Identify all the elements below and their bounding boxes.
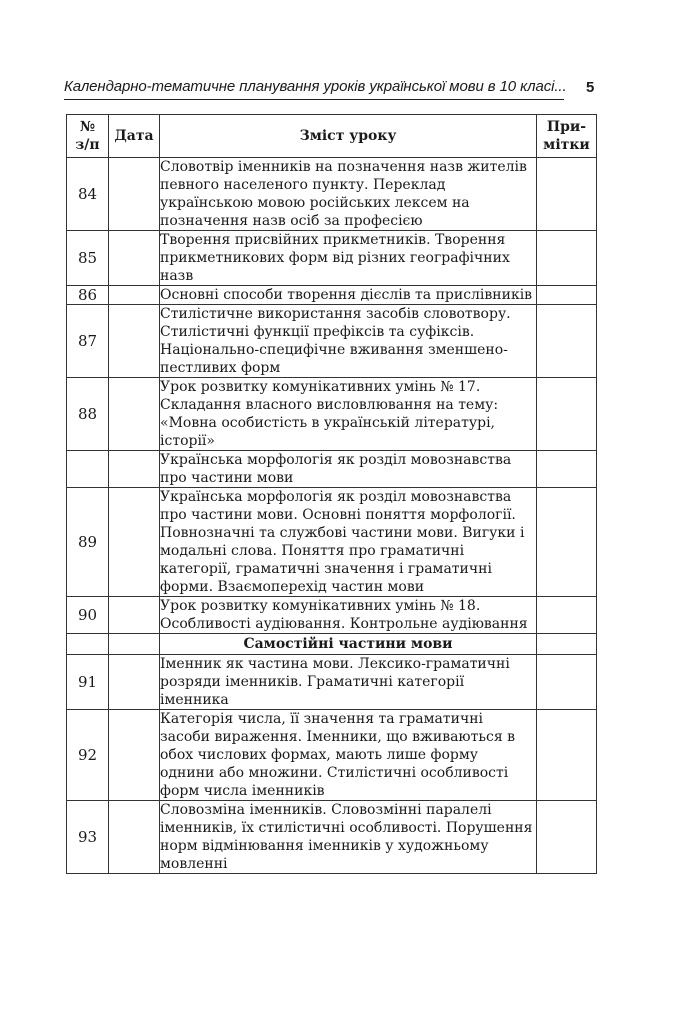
col-header-number — [67, 115, 109, 158]
cell-notes — [537, 801, 597, 874]
cell-content: Українська морфологія як розділ мовознавства про частини мови — [160, 451, 537, 488]
cell-number: 91 — [67, 655, 109, 710]
col-header-number-line2: з/п — [75, 137, 100, 153]
table-row — [67, 488, 597, 597]
cell-notes — [537, 286, 597, 305]
cell-content: Творення присвійних прикметників. Творення прикметникових форм від різних географічних назв — [160, 231, 537, 286]
cell-date — [109, 286, 160, 305]
cell-notes — [537, 378, 597, 451]
table-row — [67, 158, 597, 231]
col-header-notes-line1: При- — [546, 119, 587, 135]
cell-date — [109, 451, 160, 488]
header-rule — [64, 99, 564, 100]
cell-date — [109, 655, 160, 710]
cell-number: 90 — [67, 597, 109, 634]
cell-notes — [537, 451, 597, 488]
table-row — [67, 655, 597, 710]
col-header-date: Дата — [109, 115, 160, 158]
section-row — [67, 634, 597, 655]
cell-content: Українська морфологія як розділ мовознавства про частини мови. Основні поняття морфології. Повнозначні та службові частини мови. Вигуки і модальні слова. Поняття про граматичні категорії, граматичні значення і граматичні форми. Взаємоперехід частин мови — [160, 488, 537, 597]
cell-date — [109, 801, 160, 874]
cell-number: 85 — [67, 231, 109, 286]
cell-date — [109, 710, 160, 801]
cell-number: 92 — [67, 710, 109, 801]
cell-number: 87 — [67, 305, 109, 378]
cell-notes — [537, 634, 597, 655]
col-header-notes-line2: мітки — [543, 137, 590, 153]
cell-content: Стилістичне використання засобів словотвору. Стилістичні функції префіксів та суфіксів. Національно-специфічне вживання зменшено-пестливих форм — [160, 305, 537, 378]
page-number: 5 — [586, 79, 595, 96]
lesson-plan-table — [66, 114, 597, 874]
cell-notes — [537, 488, 597, 597]
cell-notes — [537, 655, 597, 710]
cell-date — [109, 158, 160, 231]
cell-number: 86 — [67, 286, 109, 305]
table-row — [67, 286, 597, 305]
cell-number: 89 — [67, 488, 109, 597]
cell-date — [109, 305, 160, 378]
cell-content: Словотвір іменників на позначення назв жителів певного населеного пункту. Переклад українською мовою російських лексем на позначення назв осіб за професією — [160, 158, 537, 231]
table-row — [67, 305, 597, 378]
cell-content: Словозміна іменників. Словозмінні паралелі іменників, їх стилістичні особливості. Порушення норм відмінювання іменників у художньому мовленні — [160, 801, 537, 874]
cell-date — [109, 634, 160, 655]
cell-notes — [537, 597, 597, 634]
cell-notes — [537, 710, 597, 801]
section-heading: Самостійні частини мови — [160, 634, 537, 655]
col-header-number-line1: № — [79, 119, 96, 135]
cell-notes — [537, 158, 597, 231]
cell-content: Урок розвитку комунікативних умінь № 17. Складання власного висловлювання на тему: «Мовна особистість в українській літературі, історії» — [160, 378, 537, 451]
cell-number: 84 — [67, 158, 109, 231]
cell-content: Іменник як частина мови. Лексико-граматичні розряди іменників. Граматичні категорії іменника — [160, 655, 537, 710]
cell-content: Основні способи творення дієслів та прислівників — [160, 286, 537, 305]
table-row — [67, 451, 597, 488]
cell-number: 93 — [67, 801, 109, 874]
cell-date — [109, 488, 160, 597]
table-row — [67, 597, 597, 634]
cell-content: Урок розвитку комунікативних умінь № 18. Особливості аудіювання. Контрольне аудіювання — [160, 597, 537, 634]
table-row — [67, 710, 597, 801]
table-row — [67, 231, 597, 286]
table-body — [67, 158, 597, 874]
running-header: Календарно-тематичне планування уроків української мови в 10 класі... — [64, 78, 567, 95]
cell-date — [109, 597, 160, 634]
col-header-content: Зміст уроку — [160, 115, 537, 158]
table-row — [67, 801, 597, 874]
cell-number — [67, 634, 109, 655]
cell-number: 88 — [67, 378, 109, 451]
cell-date — [109, 231, 160, 286]
cell-notes — [537, 231, 597, 286]
cell-date — [109, 378, 160, 451]
cell-number — [67, 451, 109, 488]
cell-notes — [537, 305, 597, 378]
table-header-row — [67, 115, 597, 158]
cell-content: Категорія числа, її значення та граматичні засоби вираження. Іменники, що вживаються в обох числових формах, мають лише форму однини або множини. Стилістичні особливості форм числа іменників — [160, 710, 537, 801]
table-row — [67, 378, 597, 451]
col-header-notes — [537, 115, 597, 158]
